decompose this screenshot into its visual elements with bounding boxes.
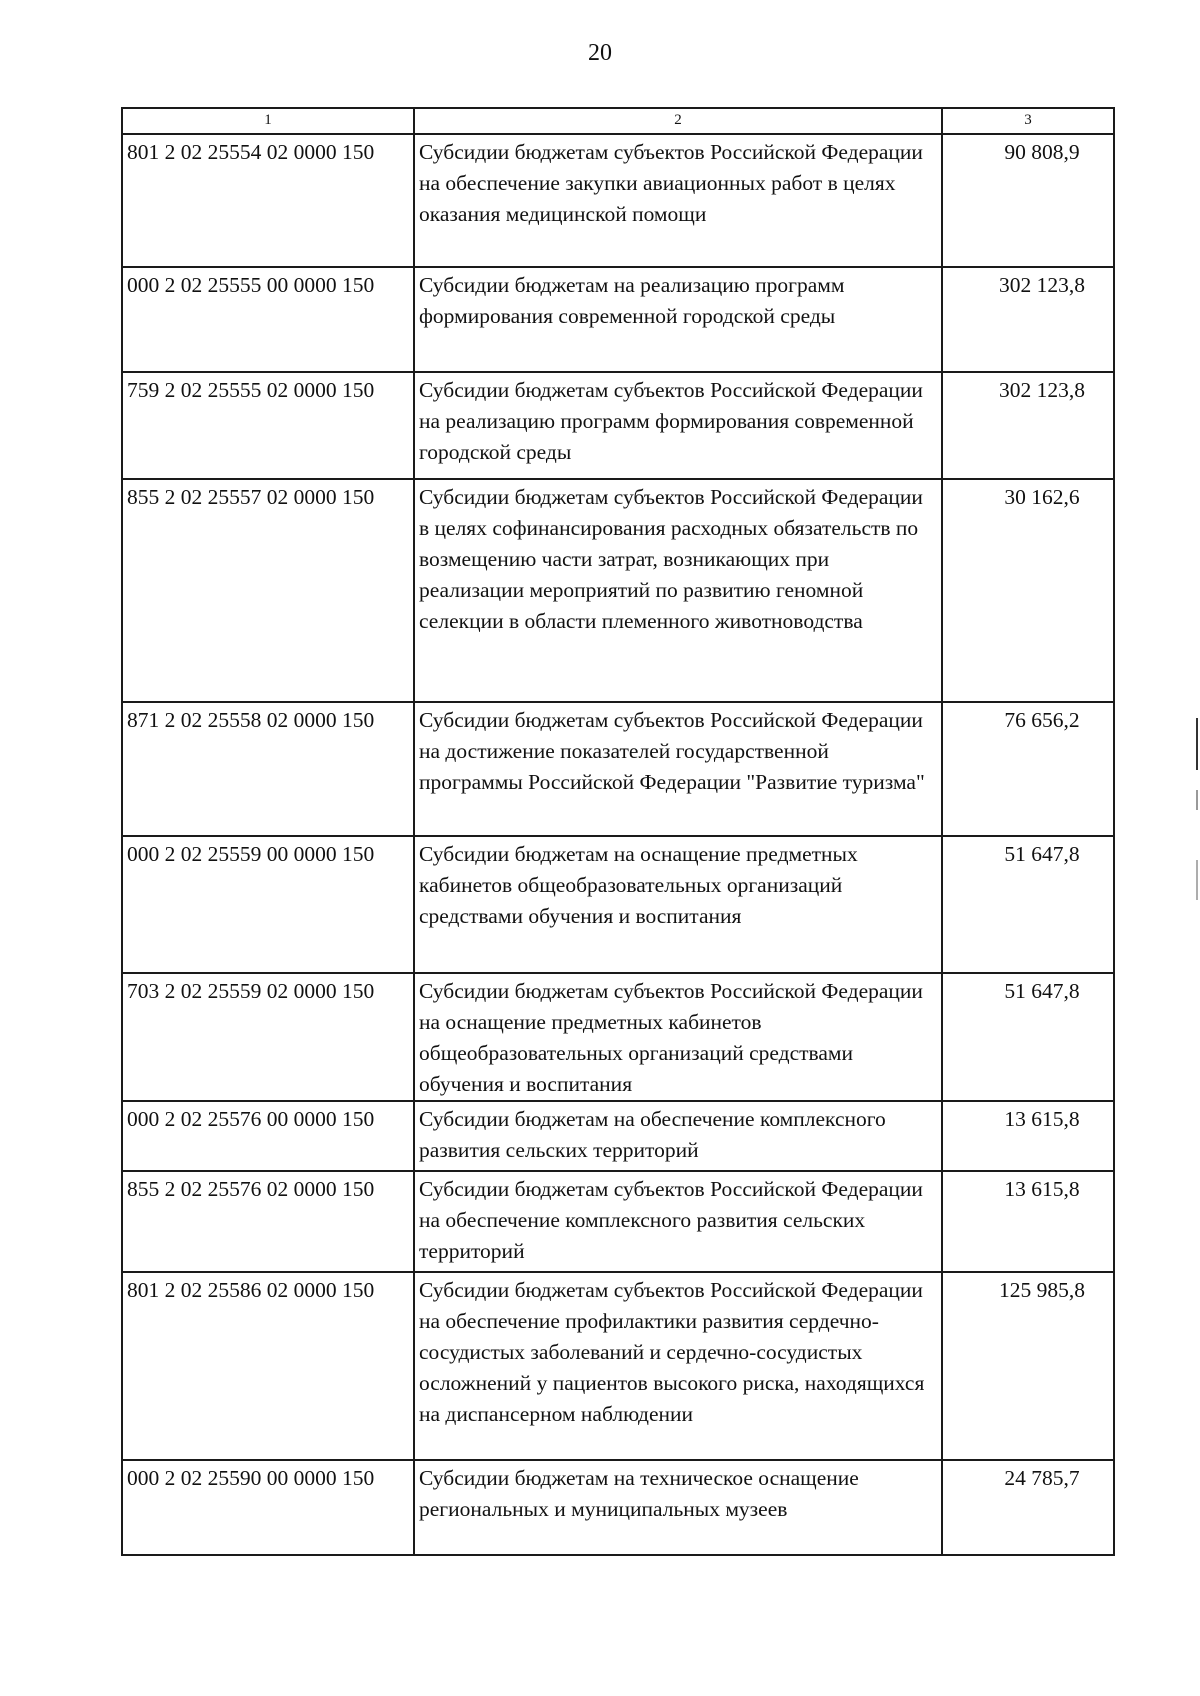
amount-value: 13 615,8	[1004, 1177, 1080, 1201]
amount-value: 24 785,7	[1004, 1466, 1080, 1490]
budget-table	[121, 107, 1115, 1556]
table-row	[122, 479, 1114, 702]
amount-value: 302 123,8	[999, 273, 1085, 297]
amount-cell	[942, 1460, 1114, 1555]
scan-edge-mark	[1196, 718, 1198, 770]
amount-cell	[942, 1101, 1114, 1171]
code-cell: 000 2 02 25559 00 0000 150	[122, 836, 414, 973]
code-cell: 000 2 02 25590 00 0000 150	[122, 1460, 414, 1555]
column-header-description: 2	[414, 108, 942, 134]
amount-cell	[942, 267, 1114, 372]
amount-cell	[942, 1171, 1114, 1272]
code-cell: 855 2 02 25557 02 0000 150	[122, 479, 414, 702]
description-cell: Субсидии бюджетам на реализацию программ формирования современной городской среды	[414, 267, 942, 372]
table-row	[122, 973, 1114, 1101]
table-row	[122, 267, 1114, 372]
table-row	[122, 836, 1114, 973]
description-cell: Субсидии бюджетам субъектов Российской Федерации на обеспечение профилактики развития сердечно-сосудистых заболеваний и сердечно-сосудистых осложнений у пациентов высокого риска, находящихся на диспансерном наблюдении	[414, 1272, 942, 1460]
amount-value: 30 162,6	[1004, 485, 1080, 509]
table-row	[122, 1171, 1114, 1272]
column-header-amount: 3	[942, 108, 1114, 134]
header-row	[122, 108, 1114, 134]
description-cell: Субсидии бюджетам субъектов Российской Федерации на реализацию программ формирования современной городской среды	[414, 372, 942, 479]
description-cell: Субсидии бюджетам субъектов Российской Федерации на обеспечение закупки авиационных работ в целях оказания медицинской помощи	[414, 134, 942, 267]
code-cell: 703 2 02 25559 02 0000 150	[122, 973, 414, 1101]
page-number: 20	[588, 40, 612, 66]
description-cell: Субсидии бюджетам на оснащение предметных кабинетов общеобразовательных организаций средствами обучения и воспитания	[414, 836, 942, 973]
code-cell: 759 2 02 25555 02 0000 150	[122, 372, 414, 479]
description-cell: Субсидии бюджетам субъектов Российской Федерации в целях софинансирования расходных обязательств по возмещению части затрат, возникающих при реализации мероприятий по развитию геномной селекции в области племенного животноводства	[414, 479, 942, 702]
amount-value: 125 985,8	[999, 1278, 1085, 1302]
amount-value: 90 808,9	[1004, 140, 1080, 164]
amount-cell	[942, 836, 1114, 973]
code-cell: 855 2 02 25576 02 0000 150	[122, 1171, 414, 1272]
table-row	[122, 372, 1114, 479]
description-cell: Субсидии бюджетам на техническое оснащение региональных и муниципальных музеев	[414, 1460, 942, 1555]
amount-cell	[942, 479, 1114, 702]
table-row	[122, 1272, 1114, 1460]
scan-edge-mark	[1196, 790, 1198, 810]
amount-value: 13 615,8	[1004, 1107, 1080, 1131]
description-cell: Субсидии бюджетам субъектов Российской Федерации на оснащение предметных кабинетов общеобразовательных организаций средствами обучения и воспитания	[414, 973, 942, 1101]
description-cell: Субсидии бюджетам субъектов Российской Федерации на обеспечение комплексного развития сельских территорий	[414, 1171, 942, 1272]
amount-cell	[942, 702, 1114, 836]
amount-cell	[942, 1272, 1114, 1460]
code-cell: 801 2 02 25586 02 0000 150	[122, 1272, 414, 1460]
amount-value: 76 656,2	[1004, 708, 1080, 732]
table-row	[122, 1101, 1114, 1171]
amount-cell	[942, 372, 1114, 479]
amount-value: 51 647,8	[1004, 842, 1080, 866]
table-row	[122, 134, 1114, 267]
code-cell: 000 2 02 25555 00 0000 150	[122, 267, 414, 372]
scan-edge-mark	[1196, 860, 1198, 900]
amount-cell	[942, 134, 1114, 267]
amount-value: 302 123,8	[999, 378, 1085, 402]
description-cell: Субсидии бюджетам на обеспечение комплексного развития сельских территорий	[414, 1101, 942, 1171]
column-header-code: 1	[122, 108, 414, 134]
code-cell: 801 2 02 25554 02 0000 150	[122, 134, 414, 267]
code-cell: 000 2 02 25576 00 0000 150	[122, 1101, 414, 1171]
table-row	[122, 702, 1114, 836]
amount-cell	[942, 973, 1114, 1101]
table-row	[122, 1460, 1114, 1555]
amount-value: 51 647,8	[1004, 979, 1080, 1003]
code-cell: 871 2 02 25558 02 0000 150	[122, 702, 414, 836]
description-cell: Субсидии бюджетам субъектов Российской Федерации на достижение показателей государственной программы Российской Федерации "Развитие туризма"	[414, 702, 942, 836]
